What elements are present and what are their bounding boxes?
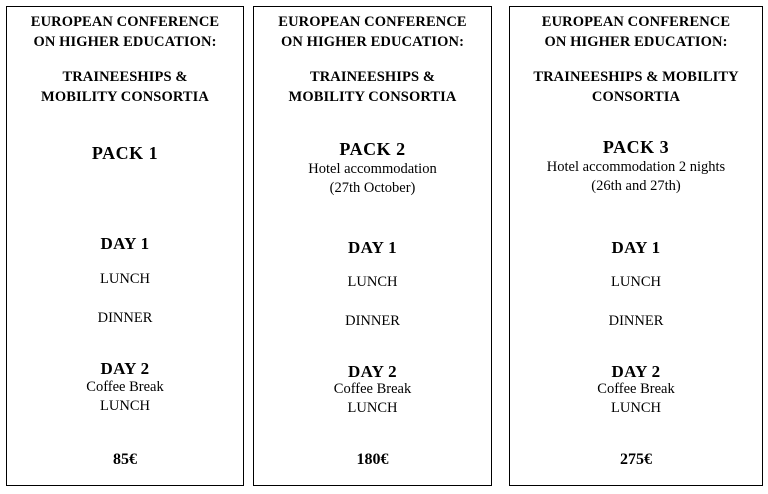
day1-label: DAY 1	[348, 238, 397, 257]
pack-label: PACK 3	[602, 137, 670, 157]
day1-meal: DINNER	[345, 313, 400, 329]
pack-detail: Hotel accommodation	[308, 161, 437, 177]
conference-title-line: EUROPEAN CONFERENCE	[278, 14, 467, 30]
day2-item: LUNCH	[100, 398, 150, 414]
conference-title-line: EUROPEAN CONFERENCE	[30, 14, 220, 30]
pack-label: PACK 2	[339, 139, 406, 159]
day2-item: LUNCH	[611, 400, 661, 416]
day1-meal: LUNCH	[100, 271, 150, 287]
conference-title-line: ON HIGHER EDUCATION:	[33, 34, 217, 50]
pack-label: PACK 1	[91, 143, 159, 163]
day2-item: Coffee Break	[333, 381, 412, 397]
day2-label: DAY 2	[100, 359, 150, 378]
conference-subtitle-line: MOBILITY CONSORTIA	[41, 89, 209, 105]
pack-card-3	[509, 6, 763, 486]
conference-subtitle-line: TRAINEESHIPS & MOBILITY	[533, 69, 739, 85]
pack-detail: (26th and 27th)	[591, 178, 681, 194]
day1-label: DAY 1	[611, 238, 661, 257]
pack-detail: Hotel accommodation 2 nights	[546, 159, 726, 175]
pack-card-1	[6, 6, 244, 486]
conference-subtitle-line: TRAINEESHIPS &	[309, 69, 436, 85]
day2-label: DAY 2	[348, 362, 397, 381]
conference-title-line: ON HIGHER EDUCATION:	[281, 34, 464, 50]
day1-label: DAY 1	[100, 234, 150, 253]
day1-meal: DINNER	[97, 310, 153, 326]
day1-meal: LUNCH	[611, 274, 661, 290]
day2-item: LUNCH	[347, 400, 398, 416]
day2-item: Coffee Break	[86, 379, 164, 395]
day2-item: Coffee Break	[597, 381, 675, 397]
pack-detail: (27th October)	[329, 180, 416, 196]
conference-title-line: EUROPEAN CONFERENCE	[541, 14, 731, 30]
pack-price: 180€	[356, 451, 389, 468]
pack-price: 275€	[620, 451, 652, 468]
conference-title-line: ON HIGHER EDUCATION:	[544, 34, 728, 50]
conference-subtitle-line: CONSORTIA	[591, 89, 681, 105]
day2-label: DAY 2	[611, 362, 661, 381]
conference-subtitle-line: TRAINEESHIPS &	[62, 69, 188, 85]
day1-meal: DINNER	[608, 313, 664, 329]
pack-card-2	[253, 6, 492, 486]
pack-price: 85€	[113, 451, 137, 468]
conference-subtitle-line: MOBILITY CONSORTIA	[288, 89, 457, 105]
day1-meal: LUNCH	[347, 274, 398, 290]
